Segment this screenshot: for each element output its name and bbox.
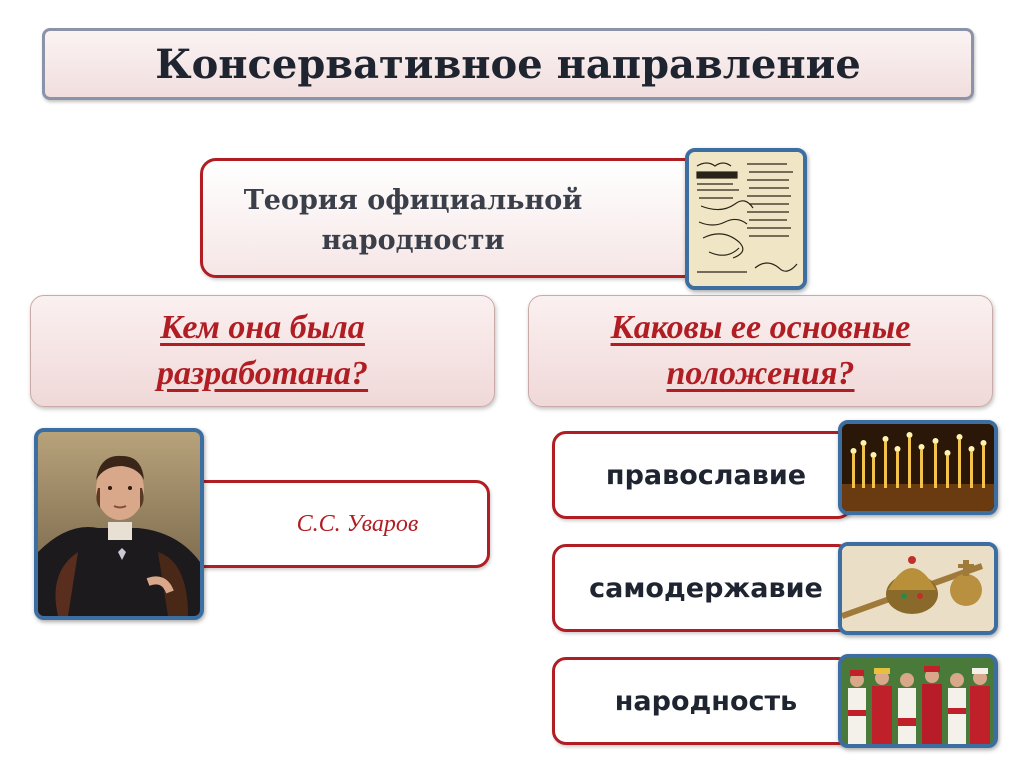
theory-box (200, 158, 700, 278)
question-what-line-2: положения? (666, 355, 855, 392)
principle-autocracy-label: самодержавие (589, 572, 823, 604)
question-what (528, 295, 993, 407)
theory-line-1: Теория официальной (243, 185, 583, 216)
candles-drawing (842, 424, 994, 511)
principle-nationality (552, 657, 852, 745)
principle-autocracy (552, 544, 852, 632)
question-who-line-2: разработана? (156, 355, 369, 392)
portrait-drawing (38, 432, 200, 616)
author-name: С.С. Уваров (296, 511, 419, 537)
crown-image (838, 542, 998, 635)
question-who (30, 295, 495, 407)
question-what-text (611, 305, 911, 397)
question-who-line-1: Кем она была (160, 309, 365, 346)
document-image (685, 148, 807, 290)
theory-line-2: народности (321, 225, 505, 256)
question-who-text (157, 305, 368, 397)
principle-orthodoxy-label: православие (605, 459, 807, 491)
portrait-image (34, 428, 204, 620)
question-what-line-1: Каковы ее основные (610, 309, 911, 346)
page-title: Консервативное направление (155, 40, 861, 88)
crown-drawing (842, 546, 994, 631)
folk-costume-image (838, 654, 998, 748)
document-drawing (689, 152, 803, 286)
theory-label (203, 181, 623, 261)
candles-image (838, 420, 998, 515)
folk-drawing (842, 658, 994, 744)
principle-nationality-label: народность (614, 685, 798, 717)
title-box (42, 28, 974, 100)
principle-orthodoxy (552, 431, 852, 519)
